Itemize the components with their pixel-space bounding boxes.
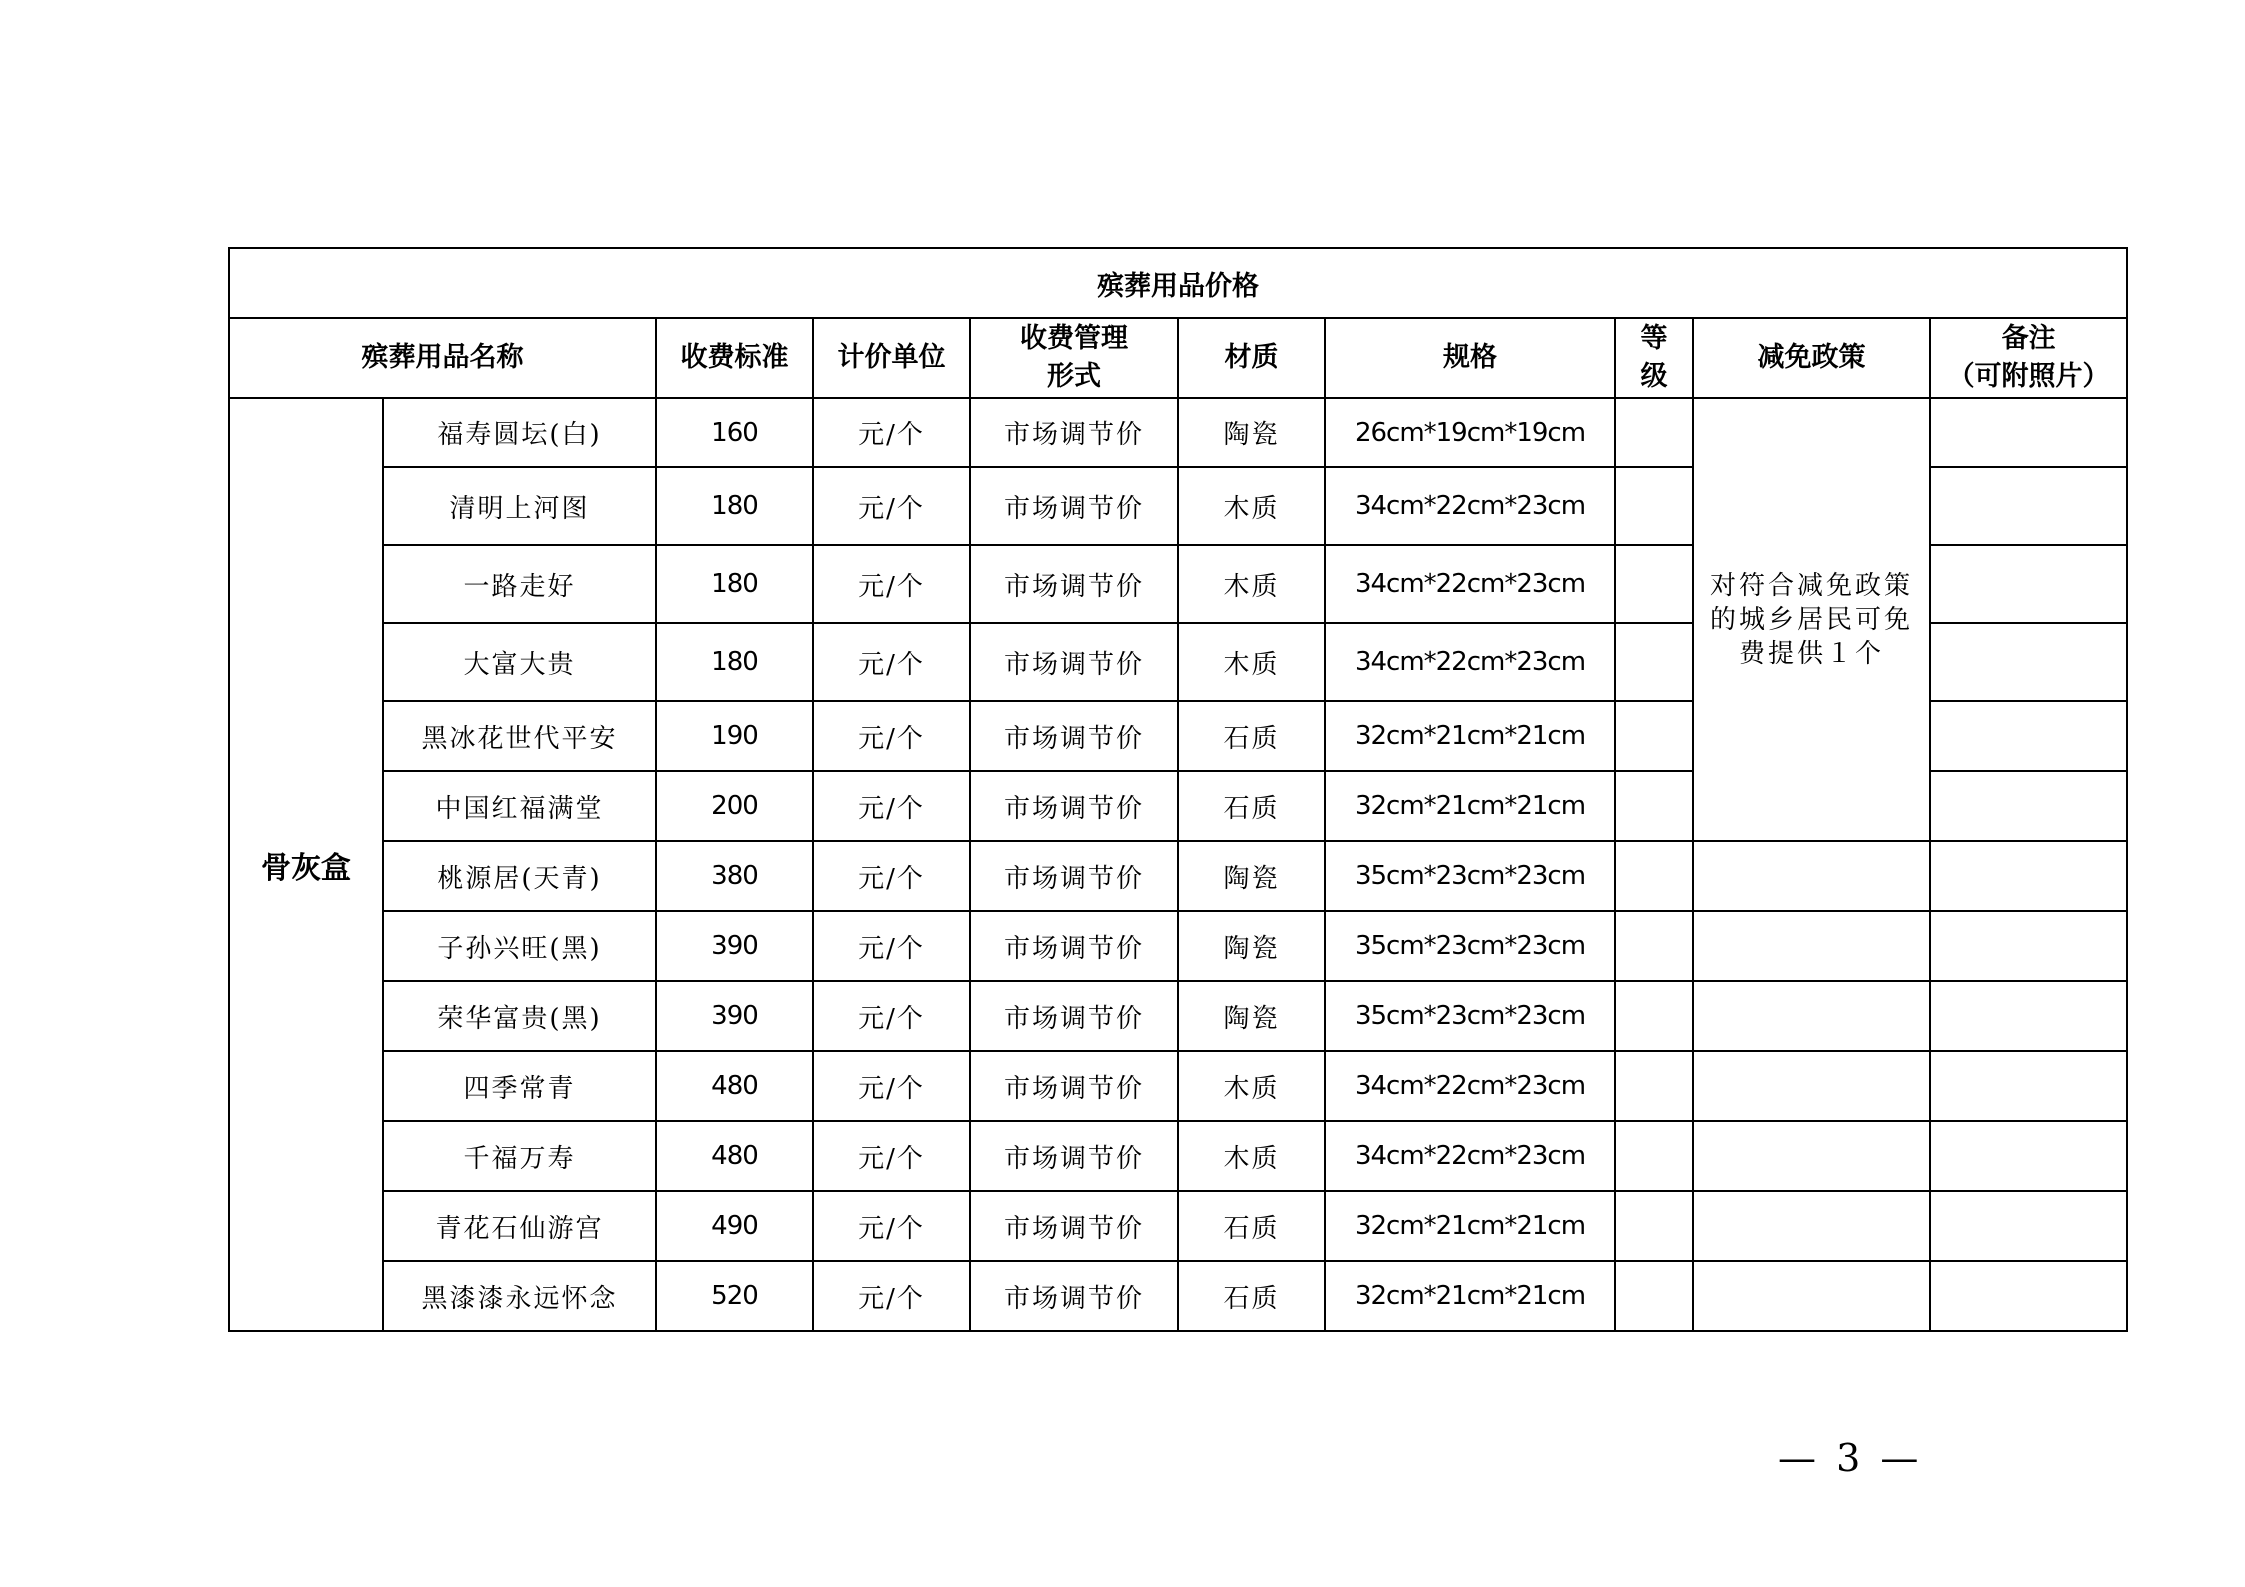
item-fee: 380 — [656, 841, 813, 911]
item-spec: 34cm*22cm*23cm — [1325, 623, 1615, 701]
item-material: 陶瓷 — [1178, 911, 1325, 981]
item-grade — [1615, 841, 1693, 911]
header-grade — [1615, 318, 1693, 398]
item-remark — [1930, 911, 2127, 981]
item-name: 四季常青 — [383, 1051, 656, 1121]
policy-cell: 对符合减免政策的城乡居民可免费提供１个 — [1693, 398, 1930, 841]
item-grade — [1615, 981, 1693, 1051]
header-unit: 计价单位 — [813, 318, 970, 398]
item-grade — [1615, 623, 1693, 701]
item-fee: 190 — [656, 701, 813, 771]
item-grade — [1615, 771, 1693, 841]
item-grade — [1615, 467, 1693, 545]
header-remark-line2: （可附照片） — [1947, 361, 2110, 392]
item-name: 一路走好 — [383, 545, 656, 623]
item-remark — [1930, 398, 2127, 467]
item-material: 石质 — [1178, 1191, 1325, 1261]
item-management-form: 市场调节价 — [970, 398, 1178, 467]
item-fee: 390 — [656, 911, 813, 981]
table-row — [229, 841, 2127, 911]
item-management-form: 市场调节价 — [970, 1261, 1178, 1331]
item-material: 木质 — [1178, 1051, 1325, 1121]
item-unit: 元/个 — [813, 911, 970, 981]
item-grade — [1615, 545, 1693, 623]
table-row — [229, 1051, 2127, 1121]
item-grade — [1615, 911, 1693, 981]
header-fee: 收费标准 — [656, 318, 813, 398]
item-name: 荣华富贵(黑) — [383, 981, 656, 1051]
item-fee: 480 — [656, 1121, 813, 1191]
item-unit: 元/个 — [813, 1261, 970, 1331]
item-unit: 元/个 — [813, 623, 970, 701]
item-remark — [1930, 545, 2127, 623]
item-name: 黑冰花世代平安 — [383, 701, 656, 771]
item-remark — [1930, 467, 2127, 545]
item-fee: 180 — [656, 467, 813, 545]
item-fee: 480 — [656, 1051, 813, 1121]
item-unit: 元/个 — [813, 981, 970, 1051]
item-fee: 390 — [656, 981, 813, 1051]
item-spec: 34cm*22cm*23cm — [1325, 467, 1615, 545]
item-grade — [1615, 1051, 1693, 1121]
item-material: 木质 — [1178, 545, 1325, 623]
item-spec: 34cm*22cm*23cm — [1325, 1121, 1615, 1191]
item-name: 清明上河图 — [383, 467, 656, 545]
item-name: 千福万寿 — [383, 1121, 656, 1191]
item-policy — [1693, 1051, 1930, 1121]
item-grade — [1615, 1261, 1693, 1331]
item-management-form: 市场调节价 — [970, 545, 1178, 623]
header-management-form — [970, 318, 1178, 398]
item-grade — [1615, 701, 1693, 771]
item-spec: 32cm*21cm*21cm — [1325, 771, 1615, 841]
item-spec: 34cm*22cm*23cm — [1325, 1051, 1615, 1121]
item-policy — [1693, 911, 1930, 981]
item-grade — [1615, 1121, 1693, 1191]
item-unit: 元/个 — [813, 1191, 970, 1261]
table-row — [229, 398, 2127, 467]
table-title: 殡葬用品价格 — [229, 248, 2127, 318]
item-spec: 32cm*21cm*21cm — [1325, 1261, 1615, 1331]
item-material: 陶瓷 — [1178, 981, 1325, 1051]
item-unit: 元/个 — [813, 545, 970, 623]
item-name: 大富大贵 — [383, 623, 656, 701]
header-management-line1: 收费管理 — [1020, 323, 1128, 354]
item-policy — [1693, 1261, 1930, 1331]
item-material: 木质 — [1178, 1121, 1325, 1191]
item-management-form: 市场调节价 — [970, 1191, 1178, 1261]
item-fee: 490 — [656, 1191, 813, 1261]
item-remark — [1930, 771, 2127, 841]
item-fee: 520 — [656, 1261, 813, 1331]
item-remark — [1930, 1051, 2127, 1121]
table-row — [229, 1261, 2127, 1331]
item-remark — [1930, 1191, 2127, 1261]
item-policy — [1693, 841, 1930, 911]
item-management-form: 市场调节价 — [970, 467, 1178, 545]
header-grade-line1: 等 — [1640, 323, 1668, 354]
header-remark — [1930, 318, 2127, 398]
table-row — [229, 1191, 2127, 1261]
item-fee: 160 — [656, 398, 813, 467]
item-name: 子孙兴旺(黑) — [383, 911, 656, 981]
item-spec: 32cm*21cm*21cm — [1325, 1191, 1615, 1261]
header-policy: 减免政策 — [1693, 318, 1930, 398]
item-spec: 34cm*22cm*23cm — [1325, 545, 1615, 623]
item-name: 福寿圆坛(白) — [383, 398, 656, 467]
item-unit: 元/个 — [813, 398, 970, 467]
item-management-form: 市场调节价 — [970, 911, 1178, 981]
table-row — [229, 911, 2127, 981]
item-material: 石质 — [1178, 701, 1325, 771]
header-name: 殡葬用品名称 — [229, 318, 656, 398]
item-name: 黑漆漆永远怀念 — [383, 1261, 656, 1331]
item-unit: 元/个 — [813, 771, 970, 841]
item-policy — [1693, 1191, 1930, 1261]
item-management-form: 市场调节价 — [970, 623, 1178, 701]
item-policy — [1693, 981, 1930, 1051]
item-fee: 180 — [656, 545, 813, 623]
item-spec: 26cm*19cm*19cm — [1325, 398, 1615, 467]
header-remark-line1: 备注 — [2001, 323, 2056, 354]
item-name: 桃源居(天青) — [383, 841, 656, 911]
item-fee: 180 — [656, 623, 813, 701]
category-cell: 骨灰盒 — [229, 398, 383, 1331]
item-management-form: 市场调节价 — [970, 981, 1178, 1051]
header-spec: 规格 — [1325, 318, 1615, 398]
header-material: 材质 — [1178, 318, 1325, 398]
item-grade — [1615, 1191, 1693, 1261]
item-remark — [1930, 623, 2127, 701]
header-grade-line2: 级 — [1640, 361, 1668, 392]
item-spec: 35cm*23cm*23cm — [1325, 981, 1615, 1051]
item-material: 石质 — [1178, 771, 1325, 841]
item-unit: 元/个 — [813, 841, 970, 911]
item-name: 中国红福满堂 — [383, 771, 656, 841]
item-fee: 200 — [656, 771, 813, 841]
item-remark — [1930, 981, 2127, 1051]
item-remark — [1930, 701, 2127, 771]
item-unit: 元/个 — [813, 701, 970, 771]
funeral-supplies-price-table — [228, 247, 2128, 1332]
item-management-form: 市场调节价 — [970, 841, 1178, 911]
page-number: — 3 — — [1778, 1436, 1923, 1480]
item-grade — [1615, 398, 1693, 467]
item-spec: 32cm*21cm*21cm — [1325, 701, 1615, 771]
item-material: 木质 — [1178, 623, 1325, 701]
item-policy — [1693, 1121, 1930, 1191]
item-material: 陶瓷 — [1178, 398, 1325, 467]
item-management-form: 市场调节价 — [970, 771, 1178, 841]
item-unit: 元/个 — [813, 1121, 970, 1191]
item-material: 木质 — [1178, 467, 1325, 545]
item-unit: 元/个 — [813, 467, 970, 545]
item-material: 陶瓷 — [1178, 841, 1325, 911]
item-management-form: 市场调节价 — [970, 1121, 1178, 1191]
item-unit: 元/个 — [813, 1051, 970, 1121]
item-material: 石质 — [1178, 1261, 1325, 1331]
item-remark — [1930, 1121, 2127, 1191]
item-name: 青花石仙游宫 — [383, 1191, 656, 1261]
item-management-form: 市场调节价 — [970, 701, 1178, 771]
table-row — [229, 981, 2127, 1051]
table-row — [229, 1121, 2127, 1191]
item-spec: 35cm*23cm*23cm — [1325, 911, 1615, 981]
item-remark — [1930, 1261, 2127, 1331]
item-remark — [1930, 841, 2127, 911]
item-spec: 35cm*23cm*23cm — [1325, 841, 1615, 911]
header-management-line2: 形式 — [1047, 361, 1101, 392]
item-management-form: 市场调节价 — [970, 1051, 1178, 1121]
